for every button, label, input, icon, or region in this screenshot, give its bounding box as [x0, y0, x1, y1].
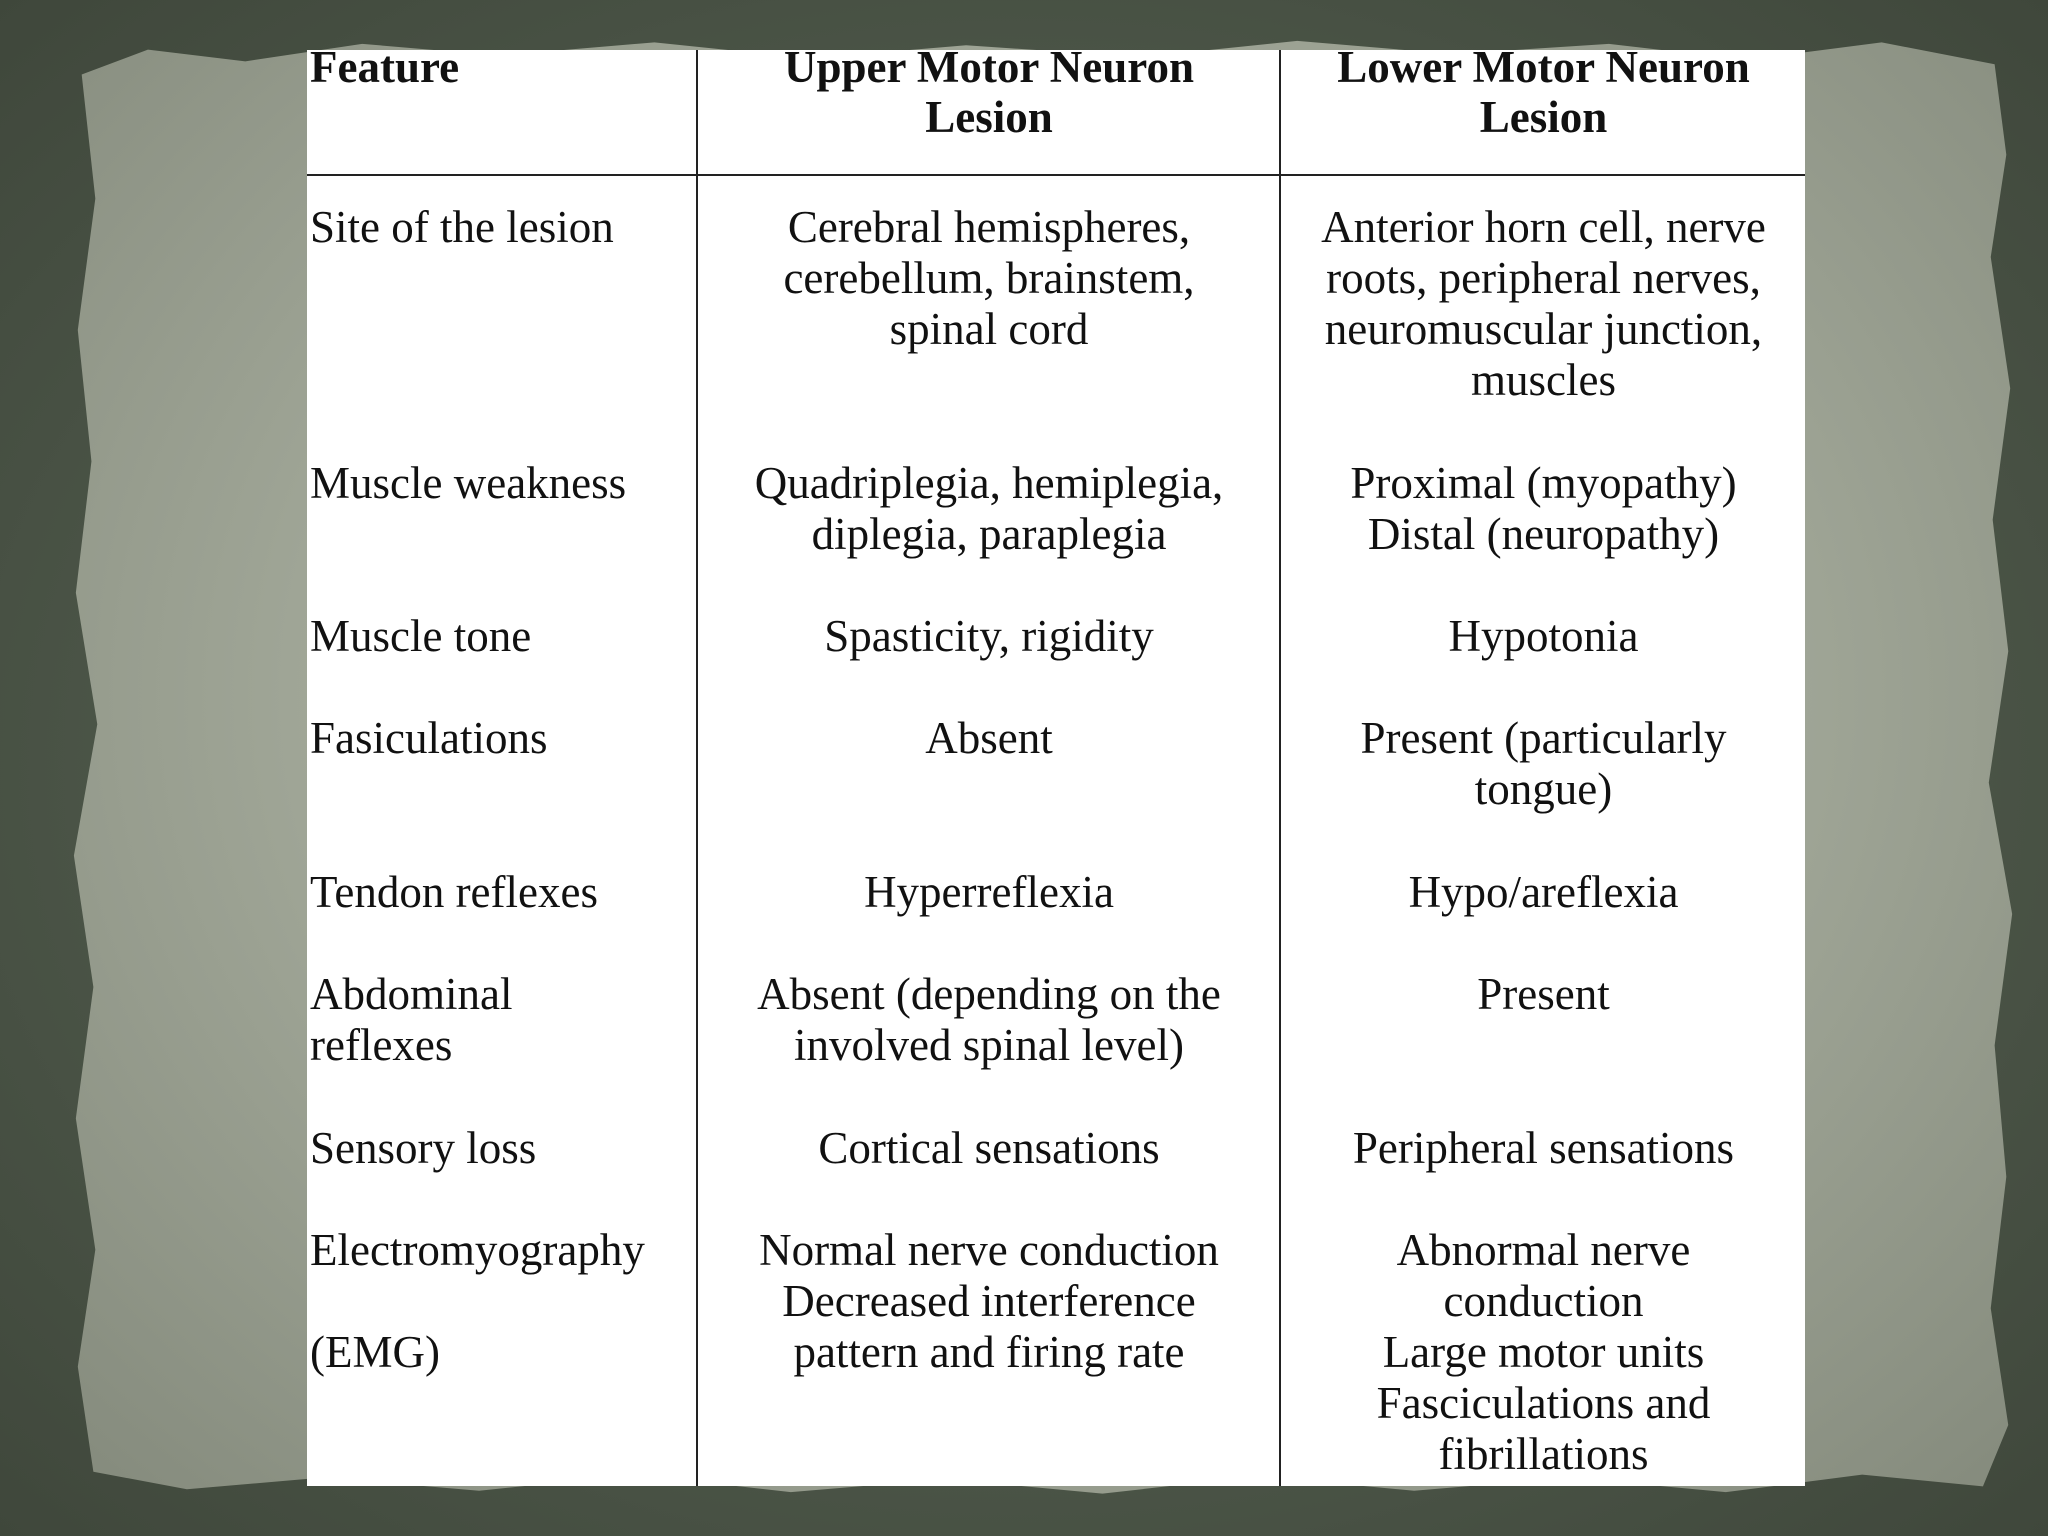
lmn-cell: Present [1477, 969, 1610, 1019]
feature-cell: Muscle weakness [310, 458, 627, 508]
feature-cell: Tendon reflexes [310, 867, 598, 917]
column-divider [696, 50, 698, 1486]
umn-cell: Quadriplegia, hemiplegia, diplegia, paraplegia [754, 458, 1224, 559]
feature-cell: Sensory loss [310, 1123, 537, 1173]
umn-cell: Absent [925, 713, 1053, 763]
feature-cell: Site of the lesion [310, 202, 614, 252]
lmn-cell: Hypotonia [1448, 611, 1639, 661]
lmn-cell: Hypo/areflexia [1408, 867, 1679, 917]
umn-cell: Spasticity, rigidity [824, 611, 1154, 661]
umn-cell: Cerebral hemispheres, cerebellum, brainstem, spinal cord [783, 202, 1195, 354]
umn-cell: Absent (depending on the involved spinal level) [757, 969, 1221, 1070]
feature-cell: Abdominal reflexes [310, 969, 513, 1070]
lmn-cell: Proximal (myopathy) Distal (neuropathy) [1350, 458, 1737, 559]
column-divider [1279, 50, 1281, 1486]
lmn-cell: Abnormal nerve conduction Large motor units Fasciculations and fibrillations [1376, 1225, 1711, 1479]
umn-cell: Normal nerve conduction Decreased interference pattern and firing rate [759, 1225, 1219, 1377]
lmn-cell: Present (particularly tongue) [1360, 713, 1727, 814]
feature-cell: Muscle tone [310, 611, 532, 661]
header-upper-motor-neuron: Upper Motor Neuron Lesion [784, 42, 1194, 142]
header-divider [307, 174, 1805, 176]
header-feature: Feature [310, 42, 460, 92]
header-lower-motor-neuron: Lower Motor Neuron Lesion [1337, 42, 1750, 142]
lmn-cell: Peripheral sensations [1352, 1123, 1735, 1173]
feature-cell: Electromyography (EMG) [310, 1225, 645, 1377]
umn-cell: Cortical sensations [818, 1123, 1160, 1173]
feature-cell: Fasiculations [310, 713, 548, 763]
umn-cell: Hyperreflexia [864, 867, 1114, 917]
lmn-cell: Anterior horn cell, nerve roots, peripheral nerves, neuromuscular junction, muscles [1321, 202, 1766, 405]
comparison-table [307, 42, 1805, 1486]
